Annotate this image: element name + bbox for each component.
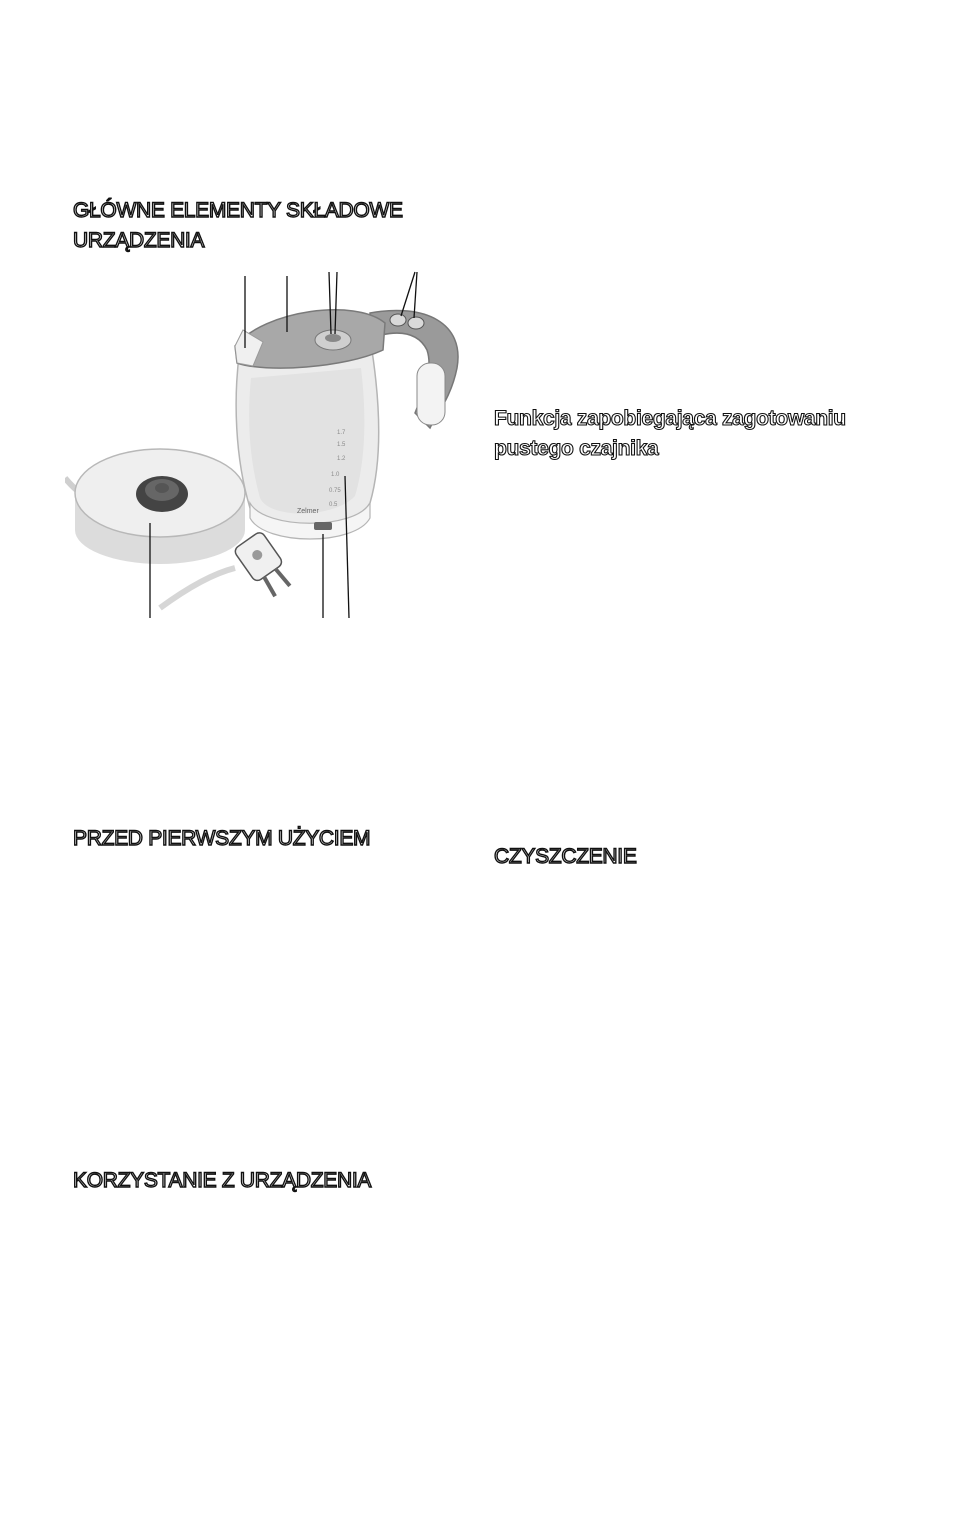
main-components-heading-line1: GŁÓWNE ELEMENTY SKŁADOWE (73, 199, 403, 222)
using-appliance-heading: KORZYSTANIE Z URZĄDZENIA (73, 1169, 372, 1192)
kettle-brand-label: Zelmer (297, 508, 319, 515)
scale-mark: 0.75 (329, 488, 341, 494)
power-cord-to-plug (160, 568, 235, 608)
handle-grip (417, 363, 445, 425)
power-indicator (314, 522, 332, 530)
dry-boil-heading-line1: Funkcja zapobiegająca zagotowaniu (494, 407, 846, 430)
cleaning-heading: CZYSZCZENIE (494, 845, 637, 868)
main-components-heading-line2: URZĄDZENIA (73, 229, 205, 252)
scale-mark: 0.5 (329, 502, 338, 508)
kettle-components-figure (65, 268, 475, 618)
switch-button (390, 314, 406, 326)
power-plug (233, 530, 296, 600)
scale-mark: 1.7 (337, 430, 346, 436)
scale-mark: 1.2 (337, 456, 346, 462)
scale-mark: 1.5 (337, 442, 346, 448)
before-first-use-heading: PRZED PIERWSZYM UŻYCIEM (73, 827, 371, 850)
power-base (75, 449, 245, 564)
dry-boil-heading-line2: pustego czajnika (494, 437, 659, 460)
scale-mark: 1.0 (331, 472, 340, 478)
water-window (249, 368, 364, 514)
switch-button (408, 317, 424, 329)
